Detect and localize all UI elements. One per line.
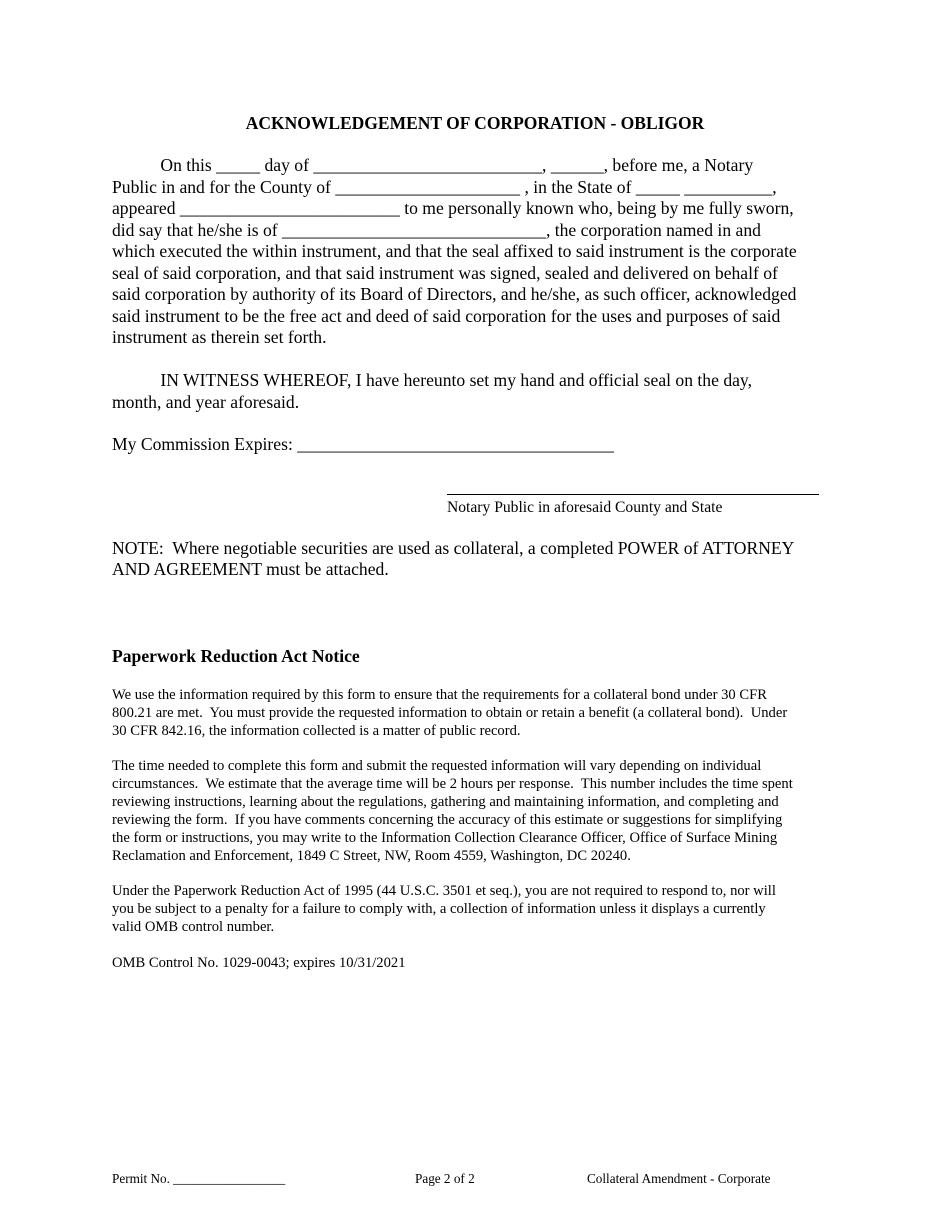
paragraph-line: circumstances. We estimate that the average time will be 2 hours per response. This number includes the time spent (112, 776, 793, 792)
body-line: appeared _________________________ to me personally known who, being by me fully sworn, (112, 198, 794, 218)
paragraph-line: the form or instructions, you may write to the Information Collection Clearance Officer, Office of Surface Mining (112, 830, 778, 846)
witness-line: IN WITNESS WHEREOF, I have hereunto set my hand and official seal on the day, (112, 370, 752, 390)
paragraph-line: The time needed to complete this form and submit the requested information will vary depending on individual (112, 758, 762, 774)
paragraph-line: 30 CFR 842.16, the information collected is a matter of public record. (112, 723, 521, 739)
paragraph-line: valid OMB control number. (112, 919, 275, 935)
paragraph-line: reviewing instructions, learning about the regulations, gathering and maintaining information, and completing and (112, 794, 779, 810)
witness-line: month, and year aforesaid. (112, 392, 300, 412)
paragraph-line: We use the information required by this form to ensure that the requirements for a collateral bond under 30 CFR (112, 687, 767, 703)
note-line: NOTE: Where negotiable securities are used as collateral, a completed POWER of ATTORNEY (112, 538, 795, 558)
permit-number: Permit No. _________________ (112, 1171, 286, 1186)
notary-signature-caption: Notary Public in aforesaid County and State (447, 499, 723, 516)
paragraph-line: 800.21 are met. You must provide the requested information to obtain or retain a benefit (a collateral bond). Under (112, 705, 788, 721)
body-line: which executed the within instrument, and that the seal affixed to said instrument is the corporate (112, 241, 797, 261)
paragraph-line: Under the Paperwork Reduction Act of 1995 (44 U.S.C. 3501 et seq.), you are not required to respond to, nor will (112, 883, 776, 899)
page-title: ACKNOWLEDGEMENT OF CORPORATION - OBLIGOR (245, 113, 705, 133)
body-line: did say that he/she is of ______________________________, the corporation named in and (112, 220, 761, 240)
omb-control-number: OMB Control No. 1029-0043; expires 10/31/2021 (112, 955, 406, 971)
body-line: Public in and for the County of _____________________ , in the State of _____ __________, (112, 177, 777, 197)
body-line: said instrument to be the free act and deed of said corporation for the uses and purposes of said (112, 306, 781, 326)
body-line: said corporation by authority of its Board of Directors, and he/she, as such officer, acknowledged (112, 284, 797, 304)
paragraph-line: reviewing the form. If you have comments concerning the accuracy of this estimate or suggestions for simplifying (112, 812, 783, 828)
paragraph-line: Reclamation and Enforcement, 1849 C Street, NW, Room 4559, Washington, DC 20240. (112, 848, 631, 864)
paragraph-line: you be subject to a penalty for a failure to comply with, a collection of information unless it displays a currently (112, 901, 766, 917)
page-number: Page 2 of 2 (415, 1171, 475, 1186)
body-line: instrument as therein set forth. (112, 327, 327, 347)
commission-expires-field: My Commission Expires: ____________________________________ (112, 434, 614, 454)
body-line: On this _____ day of __________________________, ______, before me, a Notary (112, 155, 754, 175)
note-line: AND AGREEMENT must be attached. (112, 559, 389, 579)
paperwork-heading: Paperwork Reduction Act Notice (112, 646, 360, 666)
body-line: seal of said corporation, and that said instrument was signed, sealed and delivered on behalf of (112, 263, 778, 283)
form-name: Collateral Amendment - Corporate (587, 1171, 771, 1186)
notary-signature-line (447, 494, 819, 495)
